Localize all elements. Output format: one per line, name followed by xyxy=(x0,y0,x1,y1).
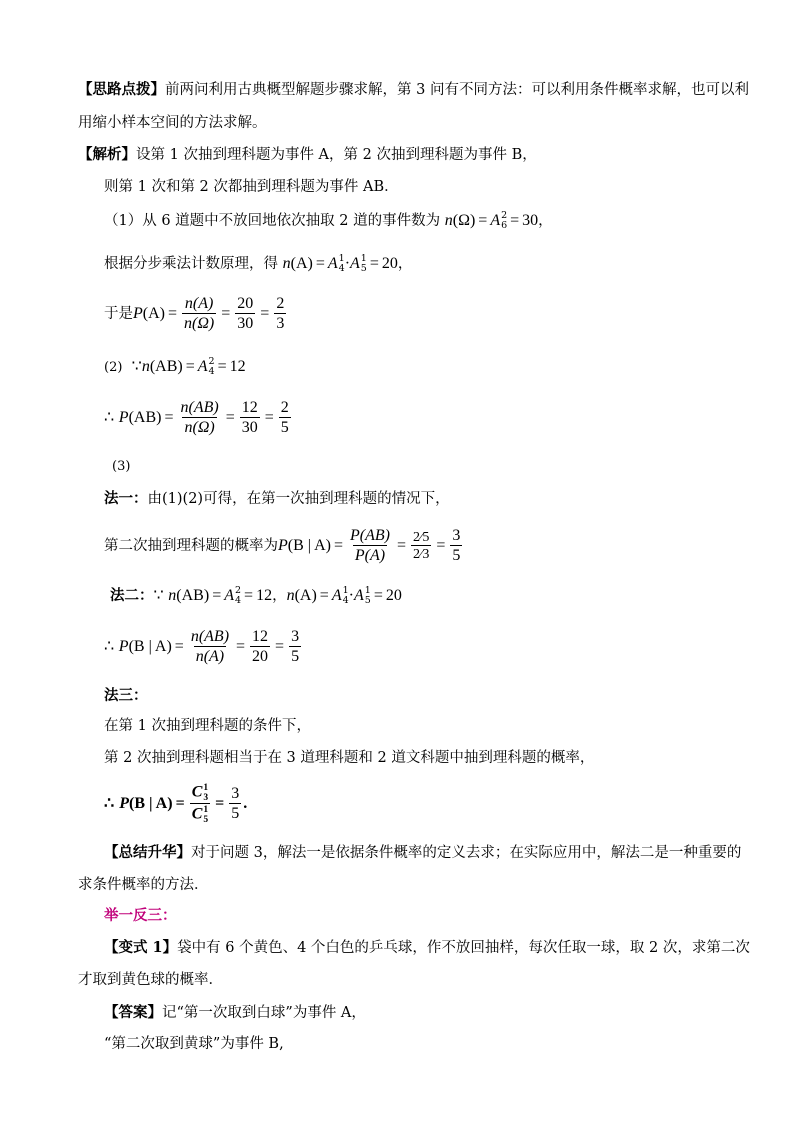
step-2-probability: ∴ P(AB) = $\frac{n(AB)}{n(\Omega)}$ = $\frac{12}{30}$ = $\frac{2}{5}$ xyxy=(104,399,289,436)
because-symbol: ∵ xyxy=(153,587,164,604)
section-heading: 【解析】 xyxy=(78,146,136,163)
fraction: $\frac{20}{30}$ xyxy=(237,295,254,332)
because-symbol: ∵ xyxy=(131,358,142,375)
fraction: $\frac{P(AB)}{P(A)}$ xyxy=(350,527,390,564)
thinking-hint-line-1: 【思路点拨】前两问利用古典概型解题步骤求解，第 3 问有不同方法：可以利用条件概率求解，也可以利 xyxy=(78,81,749,98)
section-heading: 【答案】 xyxy=(104,1004,162,1021)
method-2-probability: ∴ P(B | A) = $\frac{n(AB)}{n(A)}$ = $\frac{12}{20}$ = $\frac{3}{5}$ xyxy=(104,628,300,665)
practice-heading: 举一反三： xyxy=(104,907,177,924)
step-1-count-line: 根据分步乘法计数原理，得 n(A) = A 1 4 ·A 1 5 = 20， xyxy=(104,253,413,274)
therefore-symbol: ∴ xyxy=(104,795,115,812)
section-heading: 【总结升华】 xyxy=(104,844,191,861)
thinking-hint-line-2: 用缩小样本空间的方法求解。 xyxy=(78,115,267,131)
step-2-line: (2) ∵n(AB) = A 2 4 = 12 xyxy=(104,356,246,377)
step-1-line: （1）从 6 道题中不放回地依次抽取 2 道的事件数为 n(Ω) = A 2 6 = 30， xyxy=(104,210,553,231)
fraction: $\frac{n(A)}{n(\Omega)}$ xyxy=(184,295,215,332)
method-3-line-1: 在第 1 次抽到理科题的条件下， xyxy=(104,718,311,734)
solution-line-ab: 则第 1 次和第 2 次都抽到理科题为事件 AB． xyxy=(104,179,399,195)
method-3-line-2: 第 2 次抽到理科题相当于在 3 道理科题和 2 道文科题中抽到理科题的概率， xyxy=(104,750,595,766)
fraction: $\frac{2}{3}$ xyxy=(276,295,285,332)
fraction: $\frac{12}{30}$ xyxy=(241,399,258,436)
fraction: C 1 3 C 1 5 xyxy=(191,783,209,825)
section-heading: 【变式 1】 xyxy=(104,939,178,956)
method-2-line: 法二：∵ n(AB) = A 2 4 = 12，n(A) = A 1 4 ·A 1 5 = 20 xyxy=(110,585,402,606)
fraction: $\frac{3}{5}$ xyxy=(452,527,461,564)
step-3-label: (3) xyxy=(112,459,131,474)
fraction: $\frac{3}{5}$ xyxy=(291,628,300,665)
variant-1-line-1: 【变式 1】袋中有 6 个黄色、4 个白色的乒乓球，作不放回抽样，每次任取一球，取 2 次，求第二次 xyxy=(104,939,750,956)
method-heading: 法二： xyxy=(110,587,154,604)
fraction: $\frac{2}{5}$ xyxy=(280,399,289,436)
compound-fraction: $\frac{2⁄5}{2⁄3}$ xyxy=(413,530,430,562)
solution-intro: 【解析】设第 1 次抽到理科题为事件 A，第 2 次抽到理科题为事件 B， xyxy=(78,146,537,163)
method-1-intro: 法一：由(1)(2)可得，在第一次抽到理科题的情况下， xyxy=(104,490,450,507)
fraction: $\frac{n(AB)}{n(\Omega)}$ xyxy=(180,399,219,436)
summary-line-2: 求条件概率的方法． xyxy=(78,877,209,893)
method-3-formula: ∴ P(B | A) = C 1 3 C 1 5 = $\frac{3}{5}$ . xyxy=(104,783,248,825)
method-heading: 法一： xyxy=(104,490,148,507)
method-1-formula: 第二次抽到理科题的概率为P(B | A) = $\frac{P(AB)}{P(A)}$ = $\frac{2⁄5}{2⁄3}$ = $\frac{3}{5}$ xyxy=(104,527,461,564)
fraction: $\frac{3}{5}$ xyxy=(231,785,240,822)
step-1-probability: 于是P(A) = $\frac{n(A)}{n(\Omega)}$ = $\frac{20}{30}$ = $\frac{2}{3}$ xyxy=(104,295,285,332)
answer-line-2: “第二次取到黄球”为事件 B, xyxy=(104,1036,284,1052)
variant-1-line-2: 才取到黄色球的概率． xyxy=(78,972,223,988)
fraction: $\frac{n(AB)}{n(A)}$ xyxy=(190,628,230,665)
therefore-symbol: ∴ xyxy=(104,638,115,655)
fraction: $\frac{12}{20}$ xyxy=(252,628,269,665)
section-heading: 【思路点拨】 xyxy=(78,81,165,98)
method-3-heading: 法三： xyxy=(104,687,148,704)
therefore-symbol: ∴ xyxy=(104,409,115,426)
summary-line-1: 【总结升华】对于问题 3，解法一是依据条件概率的定义去求；在实际应用中，解法二是一种重要的 xyxy=(104,844,742,861)
answer-line-1: 【答案】记“第一次取到白球”为事件 A， xyxy=(104,1004,366,1021)
